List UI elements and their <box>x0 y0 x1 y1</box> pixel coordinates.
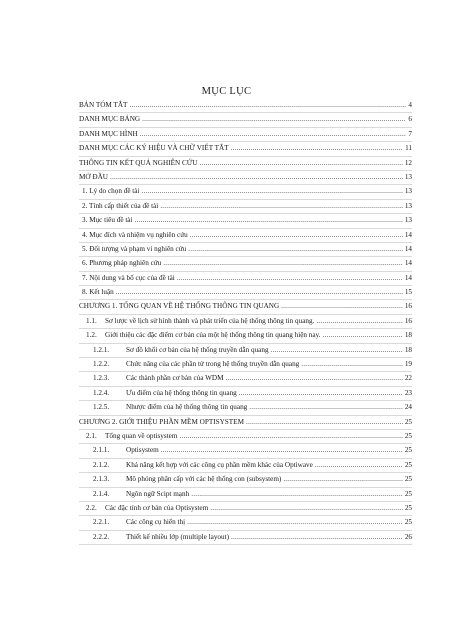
dot-leader <box>316 315 402 328</box>
dot-leader <box>187 516 403 529</box>
toc-entry[interactable] <box>79 488 412 502</box>
toc-entry[interactable] <box>79 531 412 545</box>
toc-entry-page-number: 25 <box>404 489 412 498</box>
toc-entry-title: Khả năng kết hợp với các công cụ phần mềm khác của Optiwave <box>126 460 313 469</box>
dot-leader <box>323 329 403 342</box>
toc-entry-page-number: 14 <box>404 244 412 253</box>
toc-entry-number: 1.2.3. <box>93 374 110 383</box>
toc-entry-title: Các thành phần cơ bản của WDM <box>126 374 224 383</box>
toc-entry-title: Nhược điểm của hệ thống thông tin quang <box>126 403 248 412</box>
toc-entry-number: 2.1.3. <box>93 475 110 484</box>
toc-entry-page-number: 22 <box>404 374 412 383</box>
dot-leader <box>140 128 407 141</box>
dot-leader <box>225 372 402 385</box>
toc-entry-page-number: 14 <box>404 230 412 239</box>
toc-entry-title: 7. Nội dung và bố cục của đề tài <box>82 273 175 282</box>
toc-entry-number: 1.2. <box>86 331 97 340</box>
toc-entry[interactable] <box>79 214 412 228</box>
toc-entry[interactable] <box>79 372 412 386</box>
toc-entry-number: 2.2.2. <box>93 532 110 541</box>
toc-entry[interactable] <box>79 243 412 257</box>
dot-leader <box>142 113 406 126</box>
toc-entry-page-number: 25 <box>404 460 412 469</box>
toc-entry-page-number: 18 <box>404 345 412 354</box>
toc-entry-title: MỞ ĐẦU <box>79 172 108 181</box>
toc-entry[interactable] <box>79 329 412 343</box>
toc-entry-page-number: 25 <box>404 417 412 426</box>
toc-entry[interactable] <box>79 200 412 214</box>
table-of-contents <box>79 99 412 545</box>
dot-leader <box>283 473 403 486</box>
toc-entry-number: 1.1. <box>86 316 97 325</box>
dot-leader <box>135 214 403 227</box>
toc-entry-title: Sơ đồ khối cơ bản của hệ thống truyền dẫn quang <box>126 345 269 354</box>
toc-entry[interactable] <box>79 401 412 415</box>
toc-entry-title: Mô phỏng phân cấp với các hệ thống con (subsystem) <box>126 475 282 484</box>
toc-entry[interactable] <box>79 128 412 142</box>
toc-entry-title: BẢN TÓM TẮT <box>79 101 128 109</box>
toc-entry-title: 4. Mục đích và nhiệm vụ nghiên cứu <box>82 230 188 239</box>
toc-entry-page-number: 14 <box>404 273 412 282</box>
toc-entry-number: 1.2.2. <box>93 360 110 369</box>
dot-leader <box>246 416 403 429</box>
toc-entry[interactable] <box>79 142 412 156</box>
toc-entry-page-number: 25 <box>404 518 412 527</box>
toc-entry-title: Ưu điểm của hệ thống thông tin quang <box>126 388 237 397</box>
toc-entry-title: THÔNG TIN KẾT QUẢ NGHIÊN CỨU <box>79 158 198 167</box>
dot-leader <box>210 502 403 515</box>
dot-leader <box>179 430 402 443</box>
toc-entry-title: Sơ lược về lịch sử hình thành và phát triển của hệ thống thông tin quang. <box>105 316 315 325</box>
toc-entry-title: Các đặc tính cơ bản của Optisystem <box>105 503 209 512</box>
toc-entry[interactable] <box>79 344 412 358</box>
toc-entry-page-number: 18 <box>404 331 412 340</box>
toc-entry-page-number: 24 <box>404 403 412 412</box>
toc-entry[interactable] <box>79 444 412 458</box>
toc-title: MỤC LỤC <box>201 86 252 97</box>
toc-entry-title: 6. Phương pháp nghiên cứu <box>82 259 162 268</box>
toc-entry-title: 5. Đối tượng và phạm vi nghiên cứu <box>82 244 187 253</box>
toc-entry-page-number: 26 <box>404 532 412 541</box>
toc-entry-page-number: 6 <box>408 115 412 124</box>
toc-entry-title: DANH MỤC CÁC KÝ HIỆU VÀ CHỮ VIẾT TẮT <box>79 144 229 153</box>
toc-entry-page-number: 13 <box>404 187 412 196</box>
toc-entry-page-number: 25 <box>404 446 412 455</box>
toc-entry-number: 2.1.4. <box>93 489 110 498</box>
toc-entry[interactable] <box>79 185 412 199</box>
toc-entry-page-number: 13 <box>404 201 412 210</box>
toc-entry-number: 1.2.4. <box>93 388 110 397</box>
dot-leader <box>188 243 403 256</box>
dot-leader <box>160 200 403 213</box>
toc-entry-number: 2.1. <box>86 431 97 440</box>
toc-entry-title: Giới thiệu các đặc điểm cơ bản của một hệ thống thông tin quang hiện nay. <box>105 331 321 340</box>
toc-entry[interactable] <box>79 171 412 185</box>
dot-leader <box>231 531 403 544</box>
toc-entry-page-number: 11 <box>405 144 412 153</box>
dot-leader <box>200 157 403 170</box>
toc-entry-page-number: 19 <box>404 360 412 369</box>
dot-leader <box>110 171 403 184</box>
toc-entry-title: Optisystem <box>126 446 159 455</box>
toc-entry-page-number: 4 <box>408 101 412 109</box>
dot-leader <box>271 344 403 357</box>
toc-entry[interactable] <box>79 502 412 516</box>
toc-entry-number: 1.2.1. <box>93 345 110 354</box>
toc-entry-page-number: 16 <box>404 302 412 311</box>
toc-entry-page-number: 7 <box>408 129 412 138</box>
toc-entry[interactable] <box>79 113 412 127</box>
dot-leader <box>231 142 403 155</box>
toc-entry-title: 2. Tính cấp thiết của đề tài <box>82 201 159 210</box>
toc-entry-title: 8. Kết luận <box>82 288 114 297</box>
toc-entry-number: 2.2.1. <box>93 518 110 527</box>
toc-entry-page-number: 25 <box>404 503 412 512</box>
toc-entry-page-number: 15 <box>404 288 412 297</box>
dot-leader <box>177 272 403 285</box>
toc-entry[interactable] <box>79 358 412 372</box>
dot-leader <box>161 444 403 457</box>
dot-leader <box>190 229 403 242</box>
toc-entry-title: Tổng quan về optisystem <box>105 431 178 440</box>
dot-leader <box>301 358 403 371</box>
toc-entry[interactable] <box>79 516 412 530</box>
toc-entry[interactable] <box>79 459 412 473</box>
toc-entry[interactable] <box>79 99 412 113</box>
toc-entry-title: 1. Lý do chọn đề tài <box>82 187 140 196</box>
toc-entry-page-number: 25 <box>404 475 412 484</box>
toc-entry-number: 2.1.1. <box>93 446 110 455</box>
toc-entry-page-number: 25 <box>404 431 412 440</box>
toc-entry[interactable] <box>79 416 412 430</box>
toc-entry-title: Ngôn ngữ Scipt mạnh <box>126 489 190 498</box>
toc-entry[interactable] <box>79 157 412 171</box>
toc-entry-page-number: 13 <box>404 216 412 225</box>
toc-entry[interactable] <box>79 315 412 329</box>
toc-entry-title: CHƯƠNG 2. GIỚI THIỆU PHẦN MỀM OPTISYSTEM <box>79 417 244 426</box>
toc-entry-title: CHƯƠNG 1. TỔNG QUAN VỀ HỆ THỐNG THÔNG TIN QUANG <box>79 302 280 311</box>
toc-entry-number: 2.2. <box>86 503 97 512</box>
toc-entry[interactable] <box>79 300 412 314</box>
toc-entry-number: 1.2.5. <box>93 403 110 412</box>
toc-entry-title: DANH MỤC HÌNH <box>79 129 138 138</box>
toc-entry-title: Thiết kế nhiều lớp (multiple layout) <box>126 532 230 541</box>
dot-leader <box>191 488 403 501</box>
toc-entry-title: Chức năng của các phần tử trong hệ thống truyền dẫn quang <box>126 360 300 369</box>
dot-leader <box>142 185 403 198</box>
toc-entry[interactable] <box>79 286 412 300</box>
dot-leader <box>249 401 403 414</box>
dot-leader <box>129 99 406 112</box>
dot-leader <box>281 300 403 313</box>
toc-entry-page-number: 23 <box>404 388 412 397</box>
toc-entry-number: 2.1.2. <box>93 460 110 469</box>
toc-entry[interactable] <box>79 257 412 271</box>
dot-leader <box>315 459 403 472</box>
toc-entry-page-number: 12 <box>404 158 412 167</box>
toc-entry[interactable] <box>79 430 412 444</box>
toc-entry[interactable] <box>79 387 412 401</box>
toc-entry-page-number: 14 <box>404 259 412 268</box>
toc-entry[interactable] <box>79 229 412 243</box>
dot-leader <box>239 387 403 400</box>
toc-entry-title: Các công cụ hiển thị <box>126 518 186 527</box>
toc-entry-page-number: 16 <box>404 316 412 325</box>
toc-entry-title: 3. Mục tiêu đề tài <box>82 216 133 225</box>
dot-leader <box>116 286 403 299</box>
toc-entry[interactable] <box>79 473 412 487</box>
toc-entry-page-number: 13 <box>404 172 412 181</box>
toc-entry-title: DANH MỤC BẢNG <box>79 115 141 124</box>
dot-leader <box>163 257 403 270</box>
toc-entry[interactable] <box>79 272 412 286</box>
